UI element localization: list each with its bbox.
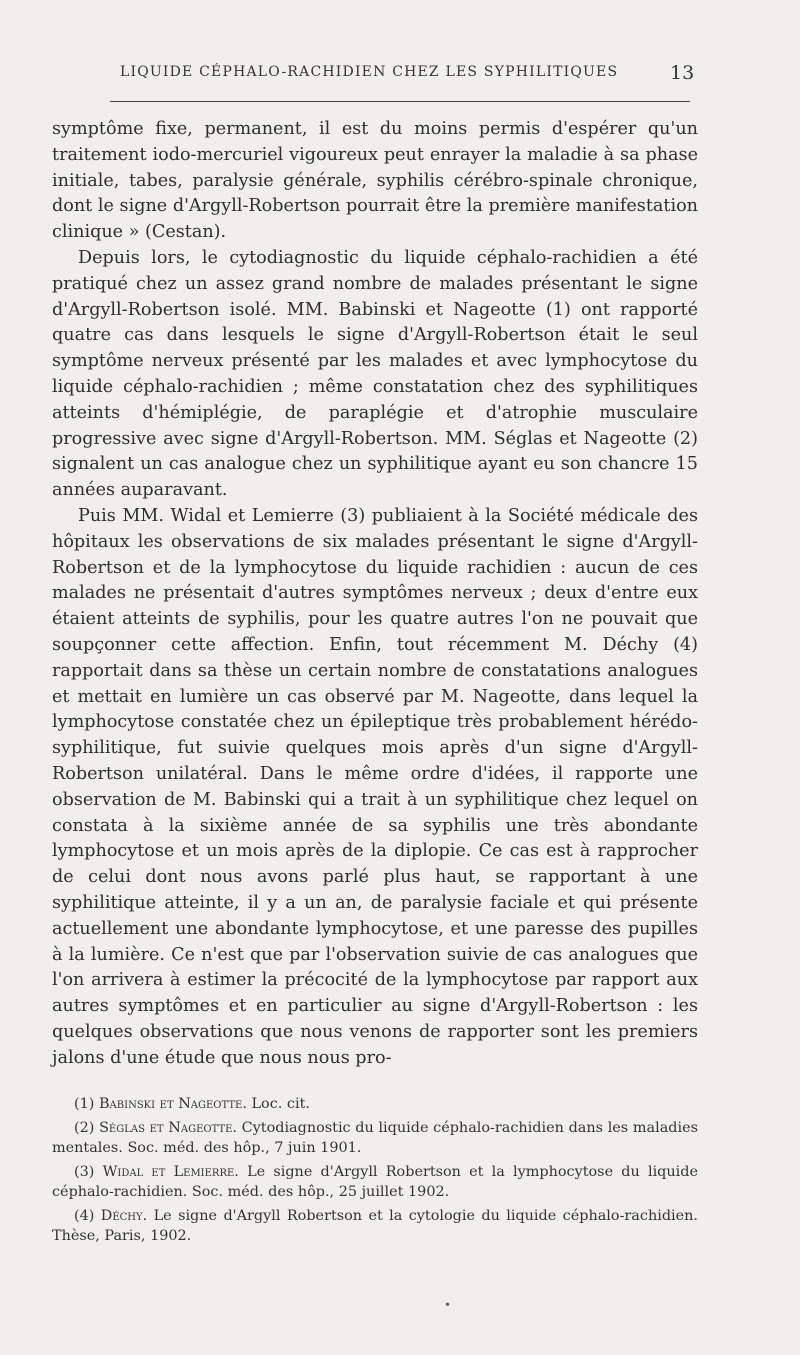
footnote-authors: Déchy.: [100, 1208, 148, 1224]
page-header: [0, 62, 800, 86]
footnote-authors: Babinski et Nageotte.: [98, 1096, 247, 1112]
running-title: LIQUIDE CÉPHALO-RACHIDIEN CHEZ LES SYPHILITIQUES: [120, 64, 619, 80]
footnote-number: (4): [74, 1208, 95, 1224]
printer-mark: •: [444, 1298, 452, 1312]
header-rule: [110, 101, 690, 102]
footnote-authors: Séglas et Nageotte.: [99, 1120, 237, 1136]
footnote-text: Le signe d'Argyll Robertson et la lymphocytose du liquide céphalo-rachidien. Soc. méd. des hôp., 25 juillet 1902.: [52, 1164, 698, 1200]
paragraph: Depuis lors, le cytodiagnostic du liquide céphalo-rachidien a été pratiqué chez un assez grand nombre de malades présentant le signe d'Argyll-Robertson isolé. MM. Babinski et Nageotte (1) ont rapporté quatre cas dans lesquels le signe d'Argyll-Robertson était le seul symptôme nerveux présenté par les malades et avec lymphocytose du liquide céphalo-rachidien ; même constatation chez des syphilitiques atteints d'hémiplégie, de paraplégie et d'atrophie musculaire progressive avec signe d'Argyll-Robertson. MM. Séglas et Nageotte (2) signalent un cas analogue chez un syphilitique ayant eu son chancre 15 années auparavant.: [52, 247, 698, 501]
page-number: 13: [670, 62, 695, 84]
footnote: [52, 1118, 698, 1158]
footnote-number: (1): [74, 1096, 95, 1112]
footnote-text: Loc. cit.: [251, 1096, 310, 1112]
footnote-authors: Widal et Lemierre.: [102, 1164, 239, 1180]
footnote-number: (2): [74, 1120, 95, 1136]
footnote-text: Cytodiagnostic du liquide céphalo-rachidien dans les maladies mentales. Soc. méd. des hôp., 7 juin 1901.: [52, 1120, 698, 1156]
footnote-text: Le signe d'Argyll Robertson et la cytologie du liquide céphalo-rachidien. Thèse, Paris, 1902.: [52, 1208, 698, 1244]
footnote: [52, 1206, 698, 1246]
footnote: [52, 1162, 698, 1202]
paragraph: Puis MM. Widal et Lemierre (3) publiaient à la Société médicale des hôpitaux les observations de six malades présentant le signe d'Argyll-Robertson et de la lymphocytose du liquide rachidien : aucun de ces malades ne présentait d'autres symptômes nerveux ; deux d'entre eux étaient atteints de syphilis, pour les quatre autres l'on ne pouvait que soupçonner cette affection. Enfin, tout récemment M. Déchy (4) rapportait dans sa thèse un certain nombre de constatations analogues et mettait en lumière un cas observé par M. Nageotte, dans lequel la lymphocytose constatée chez un épileptique très probablement hérédo-syphilitique, fut suivie quelques mois après d'un signe d'Argyll-Robertson unilatéral. Dans le même ordre d'idées, il rapporte une observation de M. Babinski qui a trait à un syphilitique chez lequel on constata à la sixième année de sa syphilis une très abondante lymphocytose et un mois après de la diplopie. Ce cas est à rapprocher de celui dont nous avons parlé plus haut, se rapportant à une syphilitique atteinte, il y a un an, de paralysie faciale et qui présente actuellement une abondante lymphocytose, et une paresse des pupilles à la lumière. Ce n'est que par l'observation suivie de cas analogues que l'on arrivera à estimer la précocité de la lymphocytose par rapport aux autres symptômes et en particulier au signe d'Argyll-Robertson : les quelques observations que nous venons de rapporter sont les premiers jalons d'une étude que nous nous pro-: [52, 505, 698, 1068]
footnote: [52, 1094, 698, 1114]
main-text: [52, 117, 698, 1071]
paragraph: symptôme fixe, permanent, il est du moins permis d'espérer qu'un traitement iodo-mercuriel vigoureux peut enrayer la maladie à sa phase initiale, tabes, paralysie générale, syphilis cérébro-spinale chronique, dont le signe d'Argyll-Robertson pourrait être la première manifestation clinique » (Cestan).: [52, 119, 698, 243]
footnote-number: (3): [74, 1164, 95, 1180]
footnotes: [52, 1094, 698, 1250]
